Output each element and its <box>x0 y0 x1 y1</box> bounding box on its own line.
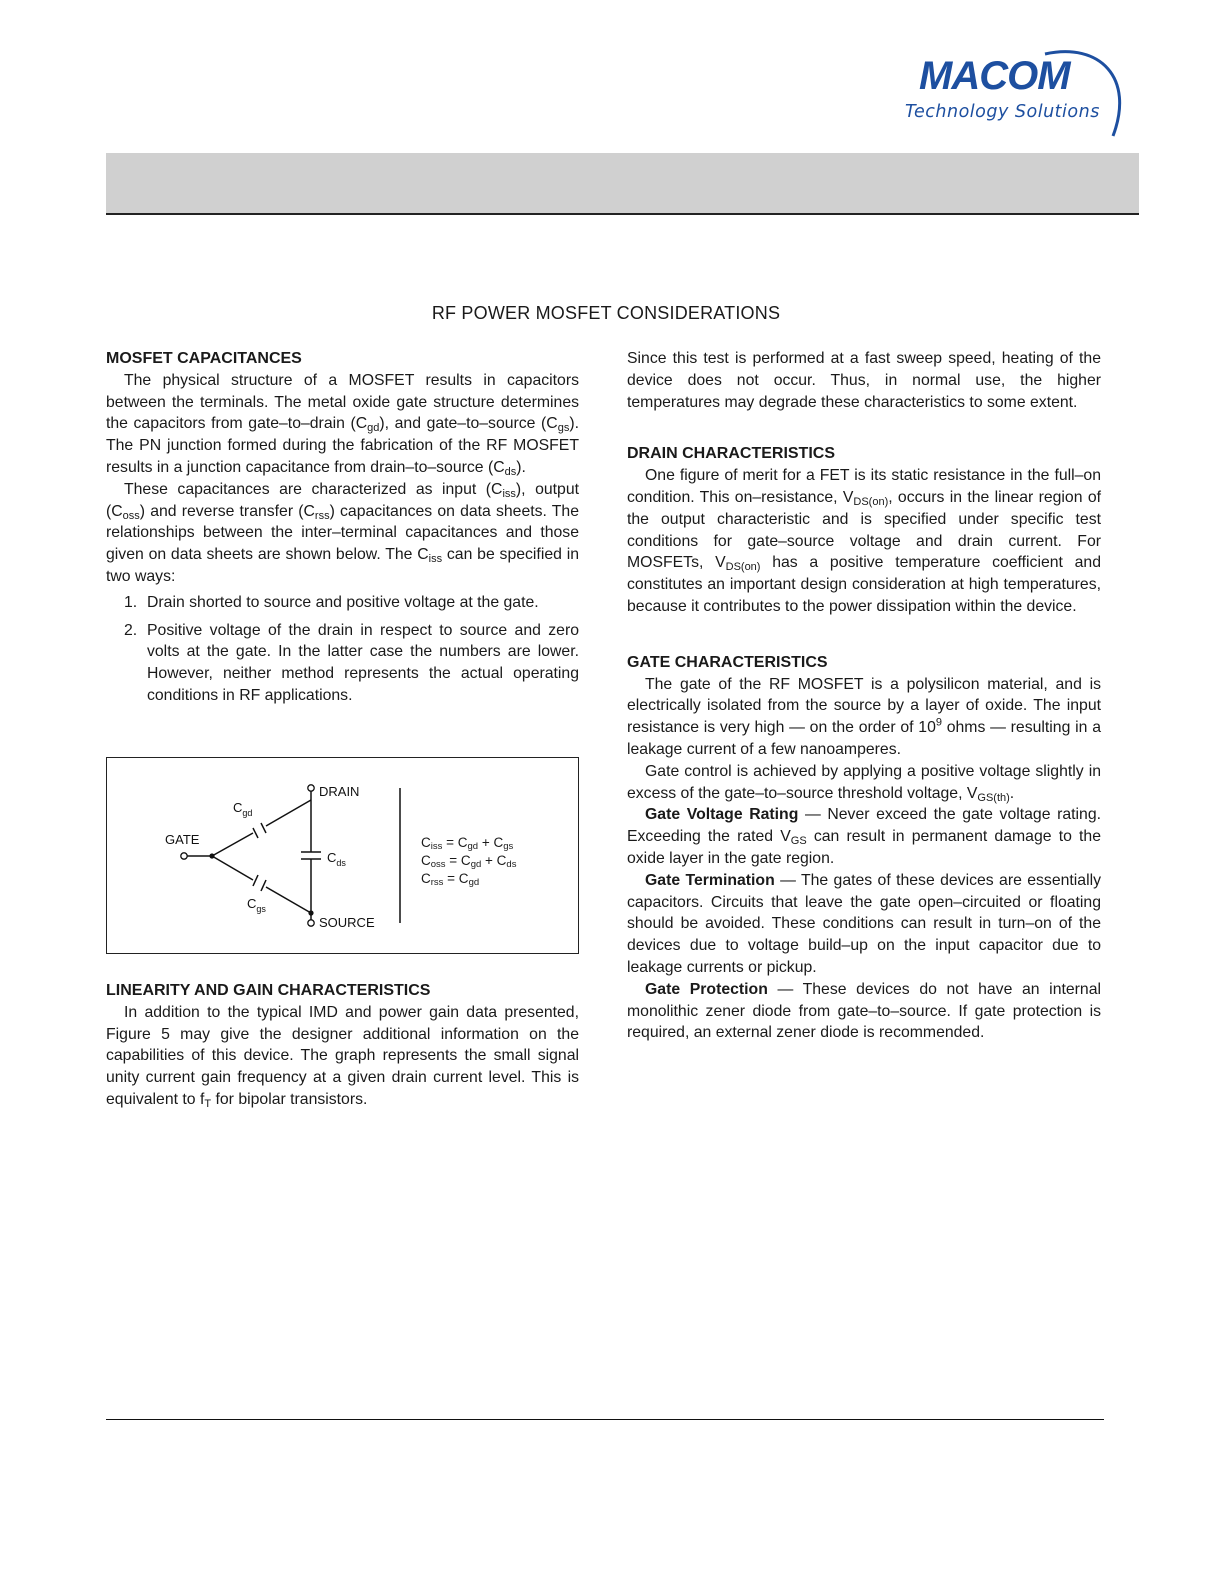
cap-label-cgs: $C_{gs}$ <box>247 896 266 914</box>
terminal-label-source: SOURCE <box>319 915 375 930</box>
equation-ciss: $C_{iss} = C_{gd} + C_{gs}$ <box>421 835 514 852</box>
header-bar <box>106 153 1139 215</box>
terminal-label-drain: DRAIN <box>319 784 360 799</box>
macom-logo <box>895 48 1130 143</box>
paragraph-gate-2: Gate control is achieved by applying a positive voltage slightly in excess of the gate–to–source threshold voltage, $V_{GS(th)}$. <box>627 762 1101 804</box>
list-item: 1. Drain shorted to source and positive voltage at the gate. <box>124 593 539 611</box>
ciss-method-list <box>106 592 579 707</box>
paragraph-drain: One figure of merit for a FET is its static resistance in the full–on condition. This on–resistance, $V_{DS(on)}$, occurs in the linear region of the output characteristic and is specified under specific test conditions for gate–source voltage and drain current. For MOSFETs, $V_{DS(on)}$ has a positive temperature coefficient and constitutes an important design consideration at high temperatures, because it contributes to the power dissipation within the device. <box>627 467 1102 615</box>
capacitance-equations <box>421 834 516 888</box>
list-item: 2. Positive voltage of the drain in respect to source and zero volts at the gate. In the latter case the numbers are lower. However, neither method represents the actual operating conditions in RF applications. <box>124 621 579 704</box>
paragraph-capacitances-2: These capacitances are characterized as input $(C_{iss})$, output $(C_{oss})$ and reverse transfer $(C_{rss})$ capacitances on data sheets. The relationships between the inter–terminal capacitances and those given on data sheets are shown below. The $C_{iss}$ can be specified in two ways: <box>106 480 579 585</box>
cap-label-cgd: $C_{gd}$ <box>233 800 253 818</box>
cap-label-cds: $C_{ds}$ <box>327 850 346 868</box>
section-heading-gate: GATE CHARACTERISTICS <box>627 653 828 671</box>
footer-rule <box>106 1419 1104 1420</box>
right-column <box>627 348 1101 1044</box>
section-heading-drain: DRAIN CHARACTERISTICS <box>627 445 835 463</box>
capacitance-diagram <box>106 757 579 954</box>
paragraph-linearity: In addition to the typical IMD and power gain data presented, Figure 5 may give the designer additional information on the capabilities of this device. The graph represents the small signal unity current gain frequency at a given drain current level. This is equivalent to $f_T$ for bipolar transistors. <box>106 1003 579 1110</box>
logo-brand: MACOM <box>919 54 1070 98</box>
paragraph-gate-1: The gate of the RF MOSFET is a polysilicon material, and is electrically isolated from the source by a layer of oxide. The input resistance is very high — on the order of $10^9$ ohms — resulting in a leakage current of a few nanoamperes. <box>627 675 1101 758</box>
logo-tagline: Technology Solutions <box>905 102 1100 122</box>
equation-coss: $C_{oss} = C_{gd} + C_{ds}$ <box>421 853 517 870</box>
paragraph-gate-voltage-rating: Gate Voltage Rating — Never exceed the gate voltage rating. Exceeding the rated $V_{GS}$ can result in permanent damage to the oxide layer in the gate region. <box>627 806 1101 867</box>
page-title: RF POWER MOSFET CONSIDERATIONS <box>431 303 781 323</box>
terminal-label-gate: GATE <box>165 832 200 847</box>
paragraph-capacitances-1: The physical structure of a MOSFET results in capacitors between the terminals. The metal oxide gate structure determines the capacitors from gate–to–drain $(C_{gd})$, and gate–to–source $(C_{gs})$. The PN junction formed during the fabrication of the RF MOSFET results in a junction capacitance from drain–to–source $(C_{ds})$. <box>106 371 579 478</box>
paragraph-gate-protection: Gate Protection — These devices do not have an internal monolithic zener diode from gate–to–source. If gate protection is required, an external zener diode is recommended. <box>627 980 1101 1042</box>
linearity-section <box>106 980 579 1111</box>
section-heading-linearity: LINEARITY AND GAIN CHARACTERISTICS <box>106 982 431 999</box>
left-column <box>106 348 579 713</box>
equation-crss: $C_{rss} = C_{gd}$ <box>421 871 480 888</box>
section-heading-mosfet-capacitances: MOSFET CAPACITANCES <box>106 350 302 367</box>
paragraph-sweep-test: Since this test is performed at a fast sweep speed, heating of the device does not occur. Thus, in normal use, the higher temperatures may degrade these characteristics to some extent. <box>627 350 1101 411</box>
paragraph-gate-termination: Gate Termination — The gates of these devices are essentially capacitors. Circuits that leave the gate open–circuited or floating should be avoided. These conditions can result in turn–on of the devices due to voltage build–up on the input capacitor due to leakage currents or pickup. <box>627 871 1101 976</box>
